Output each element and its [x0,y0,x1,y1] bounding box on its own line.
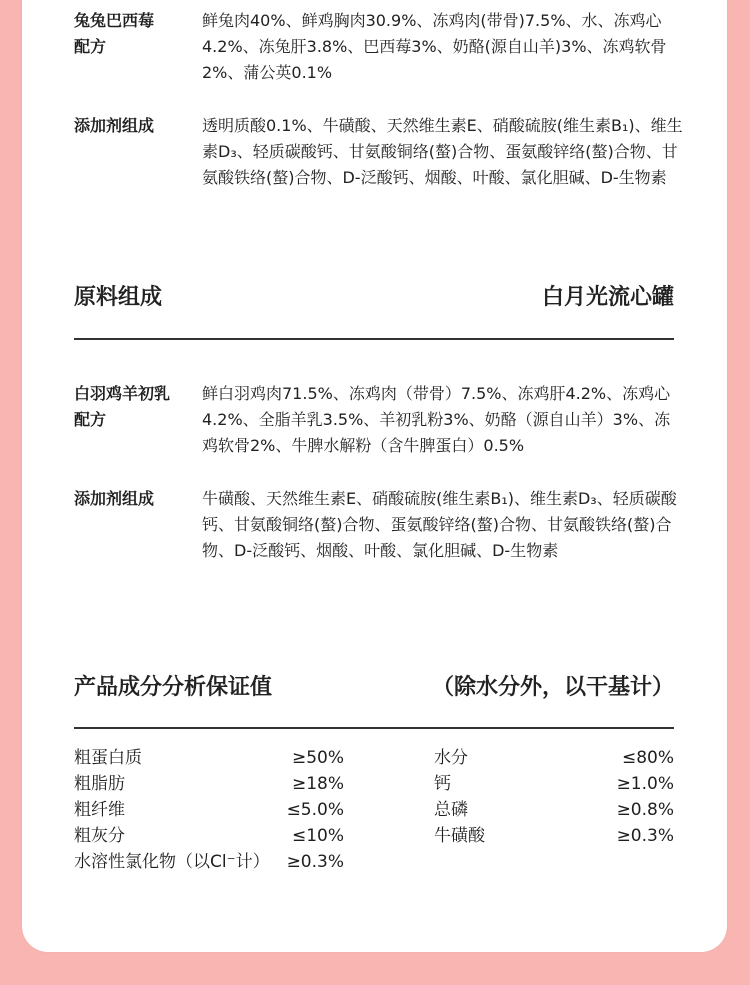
formula-label-1-line1: 兔兔巴西莓 [74,11,155,30]
analysis-title: 产品成分分析保证值 [74,675,273,700]
formula-label-1-line2: 配方 [74,37,107,56]
nutrient-value: ≥0.8% [616,800,674,820]
divider-1 [74,338,674,340]
formula-text-1: 鲜兔肉40%、鲜鸡胸肉30.9%、冻鸡肉(带骨)7.5%、水、冻鸡心4.2%、冻兔肝3.8%、巴西莓3%、奶酪(源自山羊)3%、冻鸡软骨2%、蒲公英0.1% [202,11,667,82]
formula-label-2-line2: 配方 [74,410,107,429]
nutrient-value: ≥0.3% [616,826,674,846]
analysis-note: （除水分外，以干基计） [431,675,674,700]
additive-text-1: 透明质酸0.1%、牛磺酸、天然维生素E、硝酸硫胺(维生素B₁)、维生素D₃、轻质碳酸钙、甘氨酸铜络(螯)合物、蛋氨酸锌络(螯)合物、甘氨酸铁络(螯)合物、D-泛酸钙、烟酸、叶酸、氯化胆碱、D-生物素 [202,116,683,187]
nutrient-value: ≤10% [291,826,344,846]
nutrient-row [74,745,344,771]
additive-label-2: 添加剂组成 [74,489,155,508]
formula-label-2 [74,381,202,459]
nutrient-row [74,823,344,849]
nutrient-value: ≤80% [621,748,674,768]
nutrient-value: ≥50% [291,748,344,768]
nutrient-row [434,745,674,771]
nutrient-name: 粗蛋白质 [74,748,142,768]
additive-label-1: 添加剂组成 [74,116,155,135]
nutrient-row [74,797,344,823]
nutrient-row [434,823,674,849]
nutrient-name: 粗纤维 [74,800,125,820]
divider-2 [74,727,674,729]
nutrient-value: ≥0.3% [286,852,344,872]
additive-row-1 [74,113,684,191]
analysis-header [74,670,674,701]
nutrient-row [434,771,674,797]
nutrient-value: ≥18% [291,774,344,794]
nutrient-row [434,797,674,823]
nutrient-name: 水溶性氯化物（以Cl⁻计） [74,852,270,872]
ingredients-title: 原料组成 [74,285,163,310]
nutrient-name: 钙 [434,774,451,794]
nutrient-name: 水分 [434,748,468,768]
nutrient-value: ≥1.0% [616,774,674,794]
content-card [22,0,727,952]
nutrient-name: 粗灰分 [74,826,125,846]
formula-label-1 [74,8,202,86]
nutrient-row [74,849,344,875]
formula-row-1 [74,8,684,86]
formula-row-2 [74,381,684,459]
nutrient-value: ≤5.0% [286,800,344,820]
formula-label-2-line1: 白羽鸡羊初乳 [74,384,171,403]
additive-row-2 [74,486,684,564]
product-name: 白月光流心罐 [541,285,674,310]
formula-text-2: 鲜白羽鸡肉71.5%、冻鸡肉（带骨）7.5%、冻鸡肝4.2%、冻鸡心4.2%、全脂羊乳3.5%、羊初乳粉3%、奶酪（源自山羊）3%、冻鸡软骨2%、牛脾水解粉（含牛脾蛋白）0.5% [202,384,671,455]
nutrient-name: 牛磺酸 [434,826,485,846]
additive-text-2: 牛磺酸、天然维生素E、硝酸硫胺(维生素B₁)、维生素D₃、轻质碳酸钙、甘氨酸铜络(螯)合物、蛋氨酸锌络(螯)合物、甘氨酸铁络(螯)合物、D-泛酸钙、烟酸、叶酸、氯化胆碱、D-生物素 [202,489,677,560]
ingredients-header [74,280,674,311]
nutrient-row [74,771,344,797]
nutrient-name: 粗脂肪 [74,774,125,794]
nutrient-name: 总磷 [434,800,468,820]
